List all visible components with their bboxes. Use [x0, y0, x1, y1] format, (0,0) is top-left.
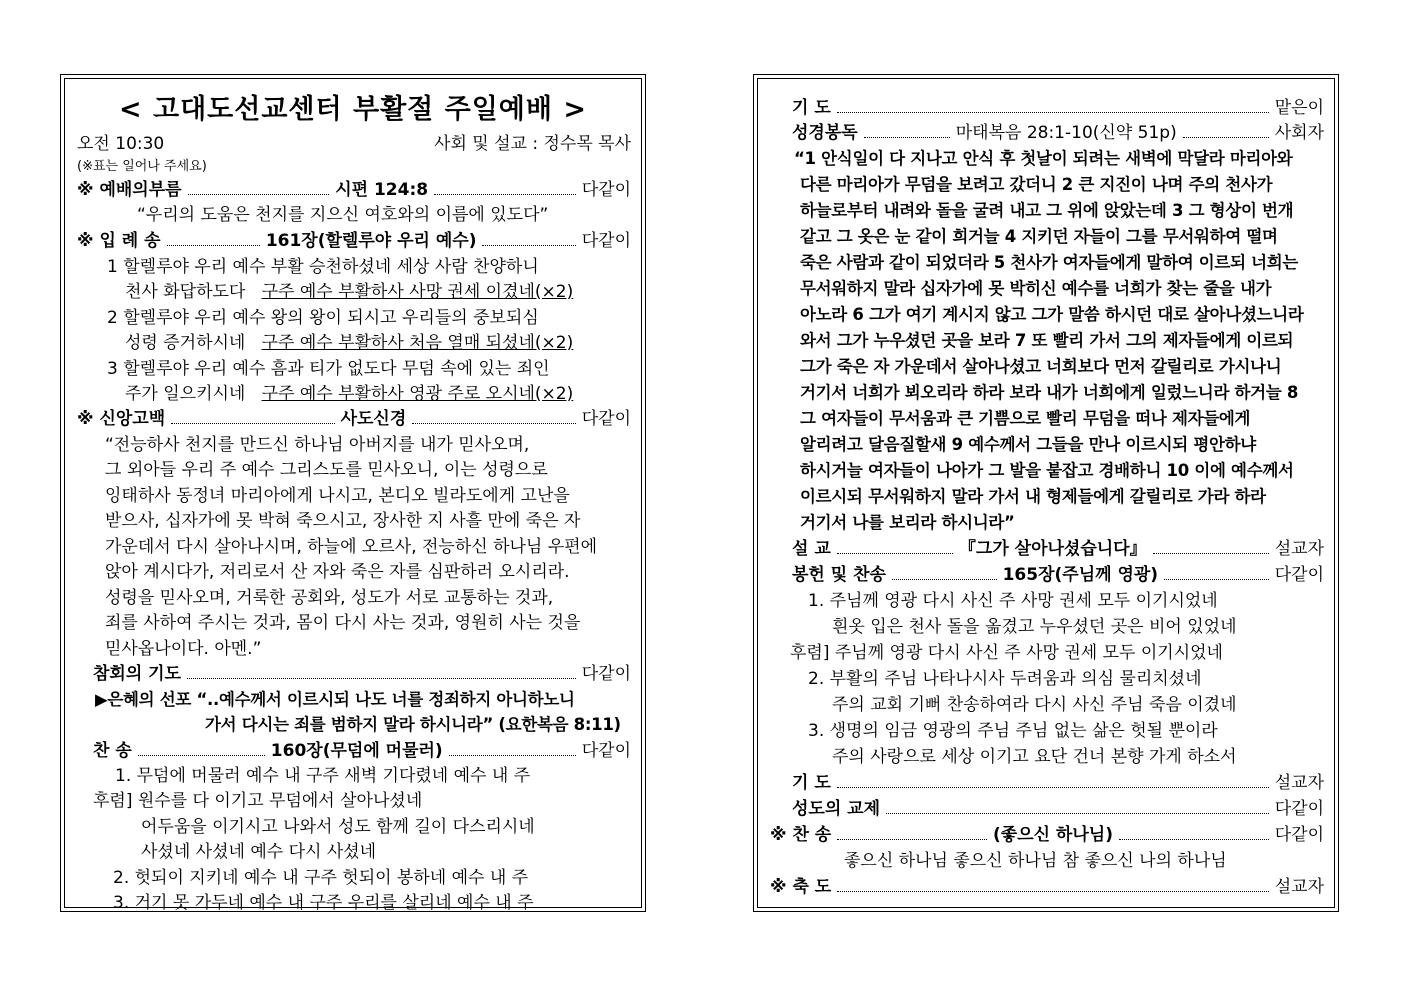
entry-hymn-row	[77, 228, 631, 254]
left-panel	[60, 74, 646, 912]
closing-hymn-text: 좋으신 하나님 좋으신 하나님 참 좋으신 나의 하나님	[844, 851, 1227, 871]
call-text: “우리의 도움은 천지를 지으신 여호와의 이름에 있도다”	[137, 205, 549, 225]
scripture-line: 다른 마리아가 무덤을 보려고 갔더니 2 큰 지진이 나며 주의 천사가	[800, 175, 1273, 194]
scripture-reading-row	[792, 120, 1324, 146]
sermon-row	[792, 536, 1324, 562]
offering-label: 봉헌 및 찬송	[792, 565, 886, 585]
scripture-line: “1 안식일이 다 지나고 안식 후 첫날이 되려는 새벽에 막달라 마리아와	[794, 149, 1293, 168]
right-panel-inner	[757, 78, 1335, 908]
header-row	[77, 131, 631, 157]
right-panel	[753, 74, 1339, 912]
leader-dots	[837, 112, 1269, 113]
leader-dots	[1183, 137, 1269, 138]
leader-dots	[837, 839, 987, 840]
creed-line: 잉태하사 동정녀 마리아에게 나시고, 본디오 빌라도에게 고난을	[105, 486, 570, 506]
scripture-line: 같고 그 옷은 눈 같이 희거늘 4 지키던 자들이 그를 무서워하여 떨며	[800, 227, 1278, 246]
stand-note: (※표는 일어나 주세요)	[77, 159, 207, 174]
leader-dots	[412, 423, 575, 424]
sermon-label: 설 교	[792, 539, 831, 559]
creed-by: 다같이	[581, 409, 631, 429]
hymn165-line: 1. 주님께 영광 다시 사신 주 사망 권세 모두 이기시었네	[808, 591, 1218, 611]
scripture-line: 거기서 나를 보리라 하시니라”	[800, 513, 1015, 532]
call-to-worship-row	[77, 177, 631, 203]
scripture-line: 와서 그가 누우셨던 곳을 보라 7 또 빨리 가서 그의 제자들에게 이르되	[800, 331, 1294, 350]
hymn161-verse2-a: 2 할렐루야 우리 예수 왕의 왕이 되시고 우리들의 중보되심	[107, 308, 539, 328]
prayer2-label: 기 도	[792, 773, 831, 793]
reading-passage: 마태복음 28:1-10(신약 51p)	[955, 123, 1177, 143]
scripture-line: 무서워하지 말라 십자가에 못 박히신 예수를 너희가 찾는 줄을 내가	[800, 279, 1272, 298]
service-time: 오전 10:30	[77, 134, 165, 154]
bulletin-title: < 고대도선교센터 부활절 주일예배 >	[119, 94, 587, 125]
repent-by: 다같이	[581, 664, 631, 684]
closing-hymn-label: ※ 찬 송	[770, 825, 832, 845]
entry-hymn: 161장(할렐루야 우리 예수)	[265, 231, 477, 251]
leader-dots	[837, 891, 1269, 892]
offering-row	[792, 562, 1324, 588]
leader-dots	[837, 787, 1269, 788]
leader-dots	[449, 755, 576, 756]
fellowship-by: 다같이	[1274, 799, 1324, 819]
creed-row	[77, 406, 631, 432]
left-panel-inner	[64, 78, 642, 913]
hymn161-verse1-a: 1 할렐루야 우리 예수 부활 승천하셨네 세상 사람 찬양하니	[107, 257, 539, 277]
creed-line: 죄를 사하여 주시는 것과, 몸이 다시 사는 것과, 영원히 사는 것을	[105, 613, 581, 633]
closing-hymn-by: 다같이	[1274, 825, 1324, 845]
leader-dots	[864, 137, 950, 138]
leader-dots	[482, 245, 575, 246]
call-passage: 시편 124:8	[335, 180, 429, 200]
entry-label: ※ 입 례 송	[77, 231, 161, 251]
reading-by: 사회자	[1274, 123, 1325, 143]
reading-label: 성경봉독	[792, 123, 858, 143]
fellowship-row	[792, 796, 1324, 822]
prayer-row	[792, 95, 1324, 121]
leader-dots	[434, 194, 576, 195]
offering-hymn: 165장(주님께 영광)	[1002, 565, 1159, 585]
scripture-line: 거기서 너희가 뵈오리라 하라 보라 내가 너희에게 일렀느니라 하거늘 8	[800, 383, 1299, 402]
hymn160-line: 어두움을 이기시고 나와서 성도 함께 길이 다스리시네	[141, 817, 535, 837]
leader-dots	[187, 678, 576, 679]
leader-dots	[837, 553, 953, 554]
scripture-line: 그 여자들이 무서움과 큰 기쁨으로 빨리 무덤을 떠나 제자들에게	[800, 409, 1251, 428]
leader-dots	[167, 245, 260, 246]
scripture-line: 하늘로부터 내려와 돌을 굴려 내고 그 위에 앉았는데 3 그 형상이 번개	[800, 201, 1294, 220]
creed-name: 사도신경	[340, 409, 407, 429]
hymn160-line: 2. 헛되이 지키네 예수 내 구주 헛되이 봉하네 예수 내 주	[113, 868, 529, 888]
scripture-line: 알리려고 달음질할새 9 예수께서 그들을 만나 이르시되 평안하냐	[800, 435, 1256, 454]
hymn160-line: 후렴] 원수를 다 이기고 무덤에서 살아나셨네	[93, 791, 423, 811]
leader-dots	[171, 423, 334, 424]
sermon-by: 설교자	[1274, 539, 1325, 559]
grace-declaration-line1: ▶은혜의 선포 “..예수께서 이르시되 나도 너를 정죄하지 아니하노니	[95, 690, 575, 709]
benediction-by: 설교자	[1274, 877, 1324, 897]
scripture-line: 그가 죽은 자 가운데서 살아나셨고 너희보다 먼저 갈릴리로 가시나니	[800, 357, 1282, 376]
offering-by: 다같이	[1274, 565, 1324, 585]
closing-hymn-row	[770, 822, 1324, 848]
hymn-row	[93, 738, 631, 764]
creed-label: ※ 신앙고백	[77, 409, 166, 429]
prayer2-by: 설교자	[1274, 773, 1324, 793]
grace-declaration-line2: 가서 다시는 죄를 범하지 말라 하시니라” (요한복음 8:11)	[205, 715, 621, 734]
leader-dots	[886, 813, 1269, 814]
benediction-row	[770, 874, 1324, 900]
closing-hymn-title: (좋으신 하나님)	[992, 825, 1113, 845]
hymn165-line: 흰옷 입은 천사 돌을 옮겼고 누우셨던 곳은 비어 있었네	[832, 617, 1237, 637]
hymn165-line: 2. 부활의 주님 나타나시사 두려움과 의심 물리치셨네	[808, 669, 1202, 689]
leader-dots	[1153, 553, 1269, 554]
benediction-label: ※ 축 도	[770, 877, 832, 897]
hymn160-line: 1. 무덤에 머물러 예수 내 구주 새벽 기다렸네 예수 내 주	[115, 766, 531, 786]
hymn161-verse1-b: 천사 화답하도다 구주 예수 부활하사 사망 권세 이겼네(×2)	[125, 282, 574, 302]
creed-line: 그 외아들 우리 주 예수 그리스도를 믿사오니, 이는 성령으로	[105, 460, 548, 480]
repent-label: 참회의 기도	[93, 664, 182, 684]
hymn161-verse3-b: 주가 일으키시네 구주 예수 부활하사 영광 주로 오시네(×2)	[125, 384, 574, 404]
hymn160-line: 3. 거기 못 가두네 예수 내 구주 우리를 살리네 예수 내 주	[113, 893, 534, 913]
hymn165-line: 후렴] 주님께 영광 다시 사신 주 사망 권세 모두 이기시었네	[790, 643, 1223, 663]
hymn161-verse3-a: 3 할렐루야 우리 예수 흠과 티가 없도다 무덤 속에 있는 죄인	[107, 359, 550, 379]
call-by: 다같이	[581, 180, 632, 200]
scripture-line: 죽은 사람과 같이 되었더라 5 천사가 여자들에게 말하여 이르되 너희는	[800, 253, 1299, 272]
hymn165-line: 3. 생명의 임금 영광의 주님 주님 없는 삶은 헛될 뿐이라	[808, 721, 1218, 741]
officiant: 사회 및 설교 : 정수목 목사	[434, 134, 631, 154]
hymn160-line: 사셨네 사셨네 예수 다시 사셨네	[141, 842, 377, 862]
leader-dots	[188, 194, 330, 195]
creed-line: 받으사, 십자가에 못 박혀 죽으시고, 장사한 지 사흘 만에 죽은 자	[105, 511, 581, 531]
prayer-by: 맡은이	[1274, 98, 1324, 118]
leader-dots	[1119, 839, 1269, 840]
sermon-title: 『그가 살아나셨습니다』	[958, 539, 1147, 559]
hymn165-line: 주의 교회 기뻐 찬송하여라 다시 사신 주님 죽음 이겼네	[832, 695, 1237, 715]
leader-dots	[138, 755, 265, 756]
scripture-line: 아노라 6 그가 여기 계시지 않고 그가 말씀 하시던 대로 살아나셨느니라	[800, 305, 1304, 324]
hymn161-verse2-b: 성령 증거하시네 구주 예수 부활하사 처음 열매 되셨네(×2)	[125, 333, 574, 353]
leader-dots	[892, 579, 997, 580]
creed-line: 성령을 믿사오며, 거룩한 공회와, 성도가 서로 교통하는 것과,	[105, 588, 554, 608]
repentance-prayer-row	[93, 661, 631, 687]
creed-line: 가운데서 다시 살아나시며, 하늘에 오르사, 전능하신 하나님 우편에	[105, 537, 598, 557]
creed-line: 믿사옵나이다. 아멘.”	[105, 639, 262, 659]
hymn165-line: 주의 사랑으로 세상 이기고 요단 건너 본향 가게 하소서	[832, 747, 1237, 767]
fellowship-label: 성도의 교제	[792, 799, 881, 819]
song-by: 다같이	[581, 741, 632, 761]
leader-dots	[1164, 579, 1269, 580]
scripture-line: 이르시되 무서워하지 말라 가서 내 형제들에게 갈릴리로 가라 하라	[800, 487, 1266, 506]
scripture-line: 하시거늘 여자들이 나아가 그 발을 붙잡고 경배하니 10 이에 예수께서	[800, 461, 1294, 480]
song-label: 찬 송	[93, 741, 132, 761]
entry-by: 다같이	[581, 231, 632, 251]
creed-line: 앉아 계시다가, 저리로서 산 자와 죽은 자를 심판하러 오시리라.	[105, 562, 570, 582]
creed-line: “전능하사 천지를 만드신 하나님 아버지를 내가 믿사오며,	[105, 435, 530, 455]
prayer2-row	[792, 770, 1324, 796]
song-hymn: 160장(무덤에 머물러)	[270, 741, 443, 761]
call-label: ※ 예배의부름	[77, 180, 182, 200]
prayer-label: 기 도	[792, 98, 831, 118]
